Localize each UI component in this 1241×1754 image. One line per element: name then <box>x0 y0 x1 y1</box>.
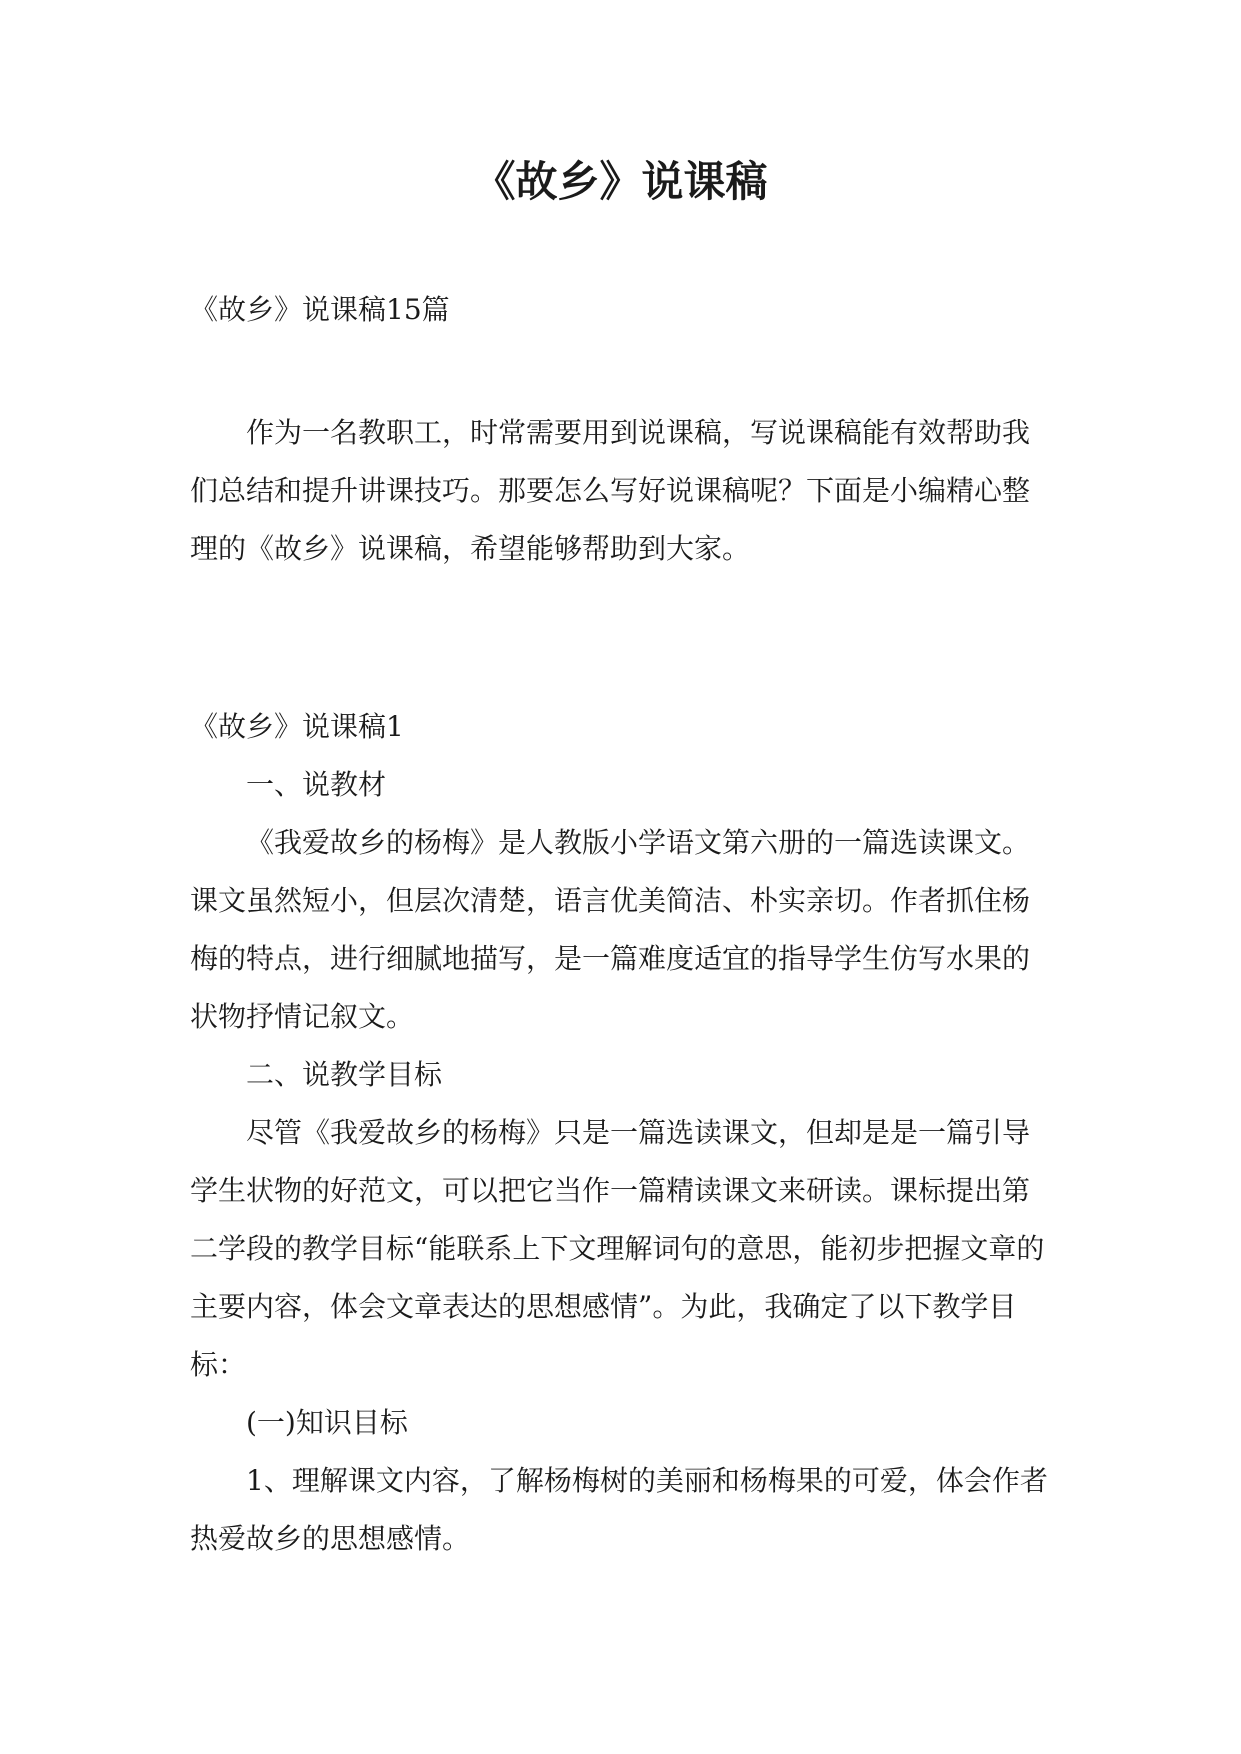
document-title: 《故乡》说课稿 <box>473 157 768 206</box>
section-heading: 《故乡》说课稿1 <box>190 710 404 743</box>
section-paragraph-2: 《我爱故乡的杨梅》是人教版小学语文第六册的一篇选读课文。课文虽然短小，但层次清楚，语言优美简洁、朴实亲切。作者抓住杨梅的特点，进行细腻地描写，是一篇难度适宜的指导学生仿写水果的状物抒情记叙文。 <box>190 826 1031 1033</box>
document-subtitle: 《故乡》说课稿15篇 <box>190 293 450 326</box>
section-paragraph-5: (一)知识目标 <box>246 1406 408 1439</box>
section-paragraph-6: 1、理解课文内容，了解杨梅树的美丽和杨梅果的可爱，体会作者热爱故乡的思想感情。 <box>190 1464 1048 1555</box>
section-paragraph-1: 一、说教材 <box>246 768 387 801</box>
intro-block <box>190 404 1050 578</box>
section-paragraph-4: 尽管《我爱故乡的杨梅》只是一篇选读课文，但却是是一篇引导学生状物的好范文，可以把它当作一篇精读课文来研读。课标提出第二学段的教学目标“能联系上下文理解词句的意思，能初步把握文章的主要内容，体会文章表达的思想感情”。为此，我确定了以下教学目标： <box>190 1116 1045 1381</box>
section-paragraph-3: 二、说教学目标 <box>246 1058 443 1091</box>
intro-paragraph: 作为一名教职工，时常需要用到说课稿，写说课稿能有效帮助我们总结和提升讲课技巧。那要怎么写好说课稿呢？下面是小编精心整理的《故乡》说课稿，希望能够帮助到大家。 <box>190 416 1031 565</box>
section-1 <box>190 698 1050 1568</box>
